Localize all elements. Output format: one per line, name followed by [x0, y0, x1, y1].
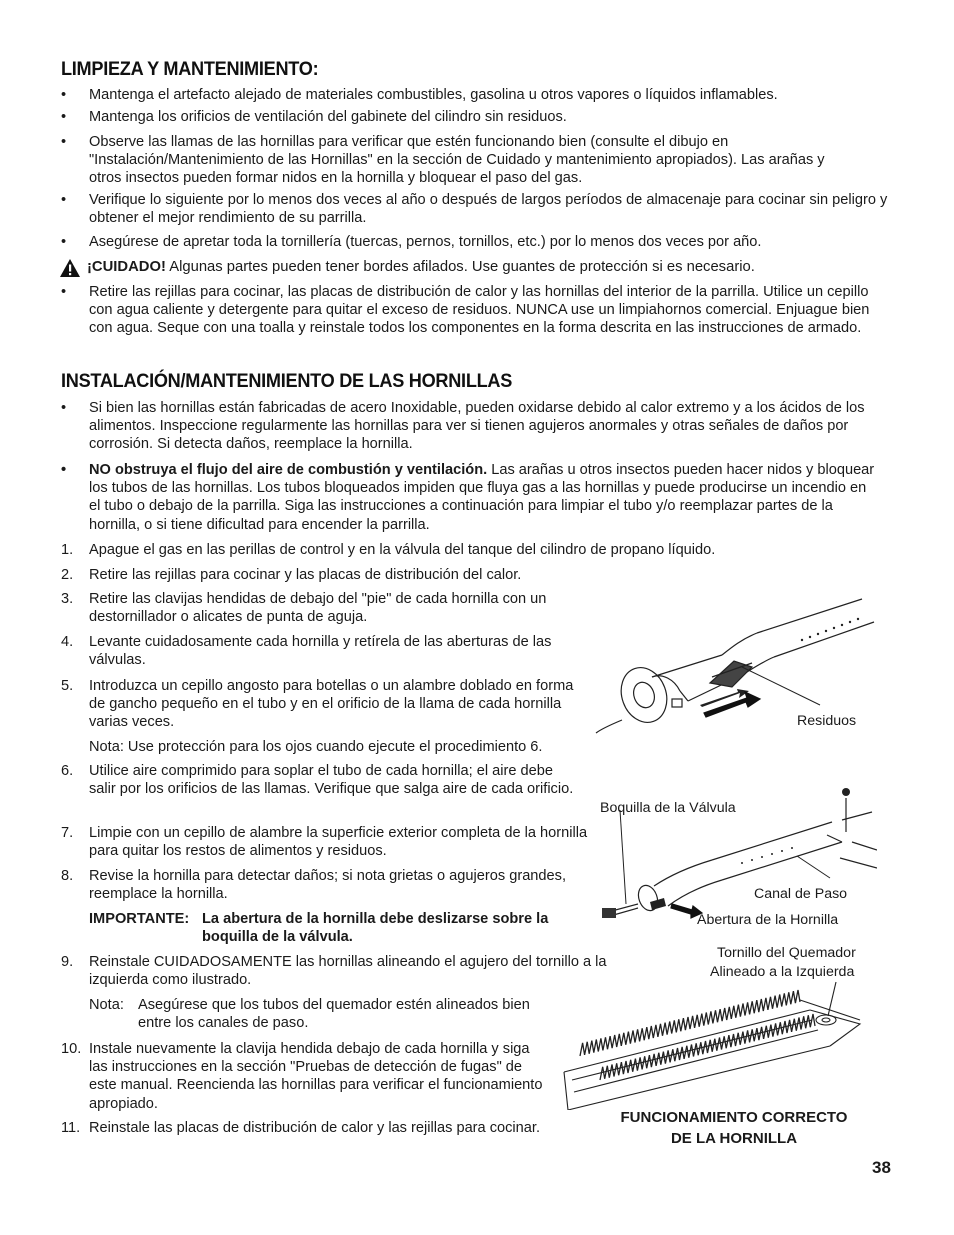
- step-text: Reinstale las placas de distribución de calor y las rejillas para cocinar.: [89, 1120, 541, 1136]
- step-text: Retire las rejillas para cocinar y las placas de distribución del calor.: [89, 567, 522, 583]
- bullet-mark: •: [61, 462, 67, 478]
- label-burner-opening: Abertura de la Hornilla: [697, 912, 839, 928]
- bullet-mark: •: [61, 109, 67, 125]
- bullet-mark: •: [61, 87, 67, 103]
- step-text: Apague el gas en las perillas de control y en la válvula del tanque del cilindro de propano líquido.: [89, 542, 716, 558]
- airflow-text: Las arañas u otros insectos pueden hacer nidos y bloquear los tubos de las hornillas. Los tubos bloqueados impiden que fluya gas a las hornillas y puede producirse un incendio en el tubo o debajo de la parrilla. Siga las instrucciones a continuación para limpiar el tubo y/o reemplazar partes de la hornilla, o si tiene dificultad para encender la parrilla.: [89, 462, 875, 533]
- section-title-burners: INSTALACIÓN/MANTENIMIENTO DE LAS HORNILLAS: [61, 370, 513, 392]
- step-number: 4.: [61, 634, 74, 650]
- list-item: Observe las llamas de las hornillas para verificar que estén funcionando bien (consulte el dibujo en "Instalación/Mantenimiento de las Hornillas" en la sección de Cuidado y mantenimiento apropiados). Las arañas y otros insectos pueden formar nidos en la hornilla y bloquear el paso del gas.: [89, 134, 825, 187]
- caution-label: ¡CUIDADO!: [87, 259, 166, 275]
- burner-flame-illustration: [560, 980, 875, 1110]
- bullet-mark: •: [61, 134, 67, 150]
- step-text: Reinstale CUIDADOSAMENTE las hornillas alineando el agujero del tornillo a la izquierda como ilustrado.: [89, 954, 607, 989]
- list-item: Si bien las hornillas están fabricadas de acero Inoxidable, pueden oxidarse debido al calor extremo y a los ácidos de los alimentos. Inspeccione regularmente las hornillas para ver si tienen agujeros anormales y otras señales de daños por corrosión. Si detecta daños, reemplace la hornilla.: [89, 400, 865, 453]
- airflow-warning: NO obstruya el flujo del aire de combustión y ventilación.: [89, 462, 488, 478]
- label-valve-nozzle: Boquilla de la Válvula: [600, 800, 736, 816]
- list-item: [89, 461, 879, 534]
- caution-text: Algunas partes pueden tener bordes afilados. Use guantes de protección si es necesario.: [165, 259, 755, 275]
- figure-caption: [596, 1107, 872, 1149]
- list-item: Retire las rejillas para cocinar, las placas de distribución de calor y las hornillas del interior de la parrilla. Utilice un cepillo con agua caliente y detergente para quitar el exceso de residuos. NUNCA use un limpiahornos comercial. Enjuague bien con agua. Seque con una toalla y reinstale todos los componentes en la forma descrita en las instrucciones de armado.: [89, 284, 870, 337]
- step-text: Limpie con un cepillo de alambre la superficie exterior completa de la hornilla para quitar los restos de alimentos y residuos.: [89, 825, 588, 860]
- important-text: La abertura de la hornilla debe deslizarse sobre la boquilla de la válvula.: [202, 911, 549, 946]
- step-number: 7.: [61, 825, 74, 841]
- label-burner-screw-line2: Alineado a la Izquierda: [710, 964, 855, 980]
- step-number: 5.: [61, 678, 74, 694]
- note-label: Nota:: [89, 997, 124, 1013]
- label-burner-screw-line1: Tornillo del Quemador: [717, 945, 856, 961]
- bullet-mark: •: [61, 284, 67, 300]
- step-text: Introduzca un cepillo angosto para botellas o un alambre doblado en forma de gancho pequeño en el tubo y en el orificio de la llama de cada hornilla varias veces.: [89, 678, 574, 731]
- step-number: 2.: [61, 567, 74, 583]
- step-number: 10.: [61, 1041, 82, 1057]
- step-number: 8.: [61, 868, 74, 884]
- caption-line-1: FUNCIONAMIENTO CORRECTO: [620, 1109, 848, 1126]
- eye-protection-note: Nota: Use protección para los ojos cuando ejecute el procedimiento 6.: [89, 739, 543, 755]
- step-number: 11.: [61, 1120, 81, 1136]
- warning-triangle-icon: [59, 258, 81, 278]
- label-channel: Canal de Paso: [754, 886, 848, 902]
- step-text: Instale nuevamente la clavija hendida debajo de cada hornilla y siga las instrucciones en la sección "Pruebas de detección de fugas" de este manual. Reencienda las hornillas para verificar el funcionamiento apropiado.: [89, 1041, 543, 1112]
- step-text: Retire las clavijas hendidas de debajo del "pie" de cada hornilla con un destornillador o alicates de punta de aguja.: [89, 591, 547, 626]
- list-item: Asegúrese de apretar toda la tornillería (tuercas, pernos, tornillos, etc.) por lo menos dos veces por año.: [89, 234, 762, 250]
- bullet-mark: •: [61, 234, 67, 250]
- step-number: 9.: [61, 954, 74, 970]
- step-number: 1.: [61, 542, 74, 558]
- step-text: Revise la hornilla para detectar daños; si nota grietas o agujeros grandes, reemplace la hornilla.: [89, 868, 567, 903]
- page-number: 38: [872, 1158, 891, 1177]
- section-title-cleaning: LIMPIEZA Y MANTENIMIENTO:: [61, 58, 319, 80]
- important-label: IMPORTANTE:: [89, 911, 190, 927]
- caption-line-2: DE LA HORNILLA: [670, 1130, 798, 1147]
- list-item: Mantenga los orificios de ventilación del gabinete del cilindro sin residuos.: [89, 109, 567, 125]
- step-number: 6.: [61, 763, 74, 779]
- list-item: Mantenga el artefacto alejado de materiales combustibles, gasolina u otros vapores o líquidos inflamables.: [89, 87, 778, 103]
- step-text: Levante cuidadosamente cada hornilla y retírela de las aberturas de las válvulas.: [89, 634, 552, 669]
- caution-notice: [87, 258, 887, 276]
- note-text: Asegúrese que los tubos del quemador estén alineados bien entre los canales de paso.: [138, 997, 530, 1032]
- label-debris: Residuos: [797, 713, 857, 729]
- step-text: Utilice aire comprimido para soplar el tubo de cada hornilla; el aire debe salir por los orificios de las llamas. Verifique que salga aire de cada orificio.: [89, 763, 574, 798]
- bullet-mark: •: [61, 400, 67, 416]
- list-item: Verifique lo siguiente por lo menos dos veces al año o después de largos períodos de almacenaje para cocinar sin peligro y obtener el mejor rendimiento de su parrilla.: [89, 192, 888, 227]
- step-number: 3.: [61, 591, 74, 607]
- bullet-mark: •: [61, 192, 67, 208]
